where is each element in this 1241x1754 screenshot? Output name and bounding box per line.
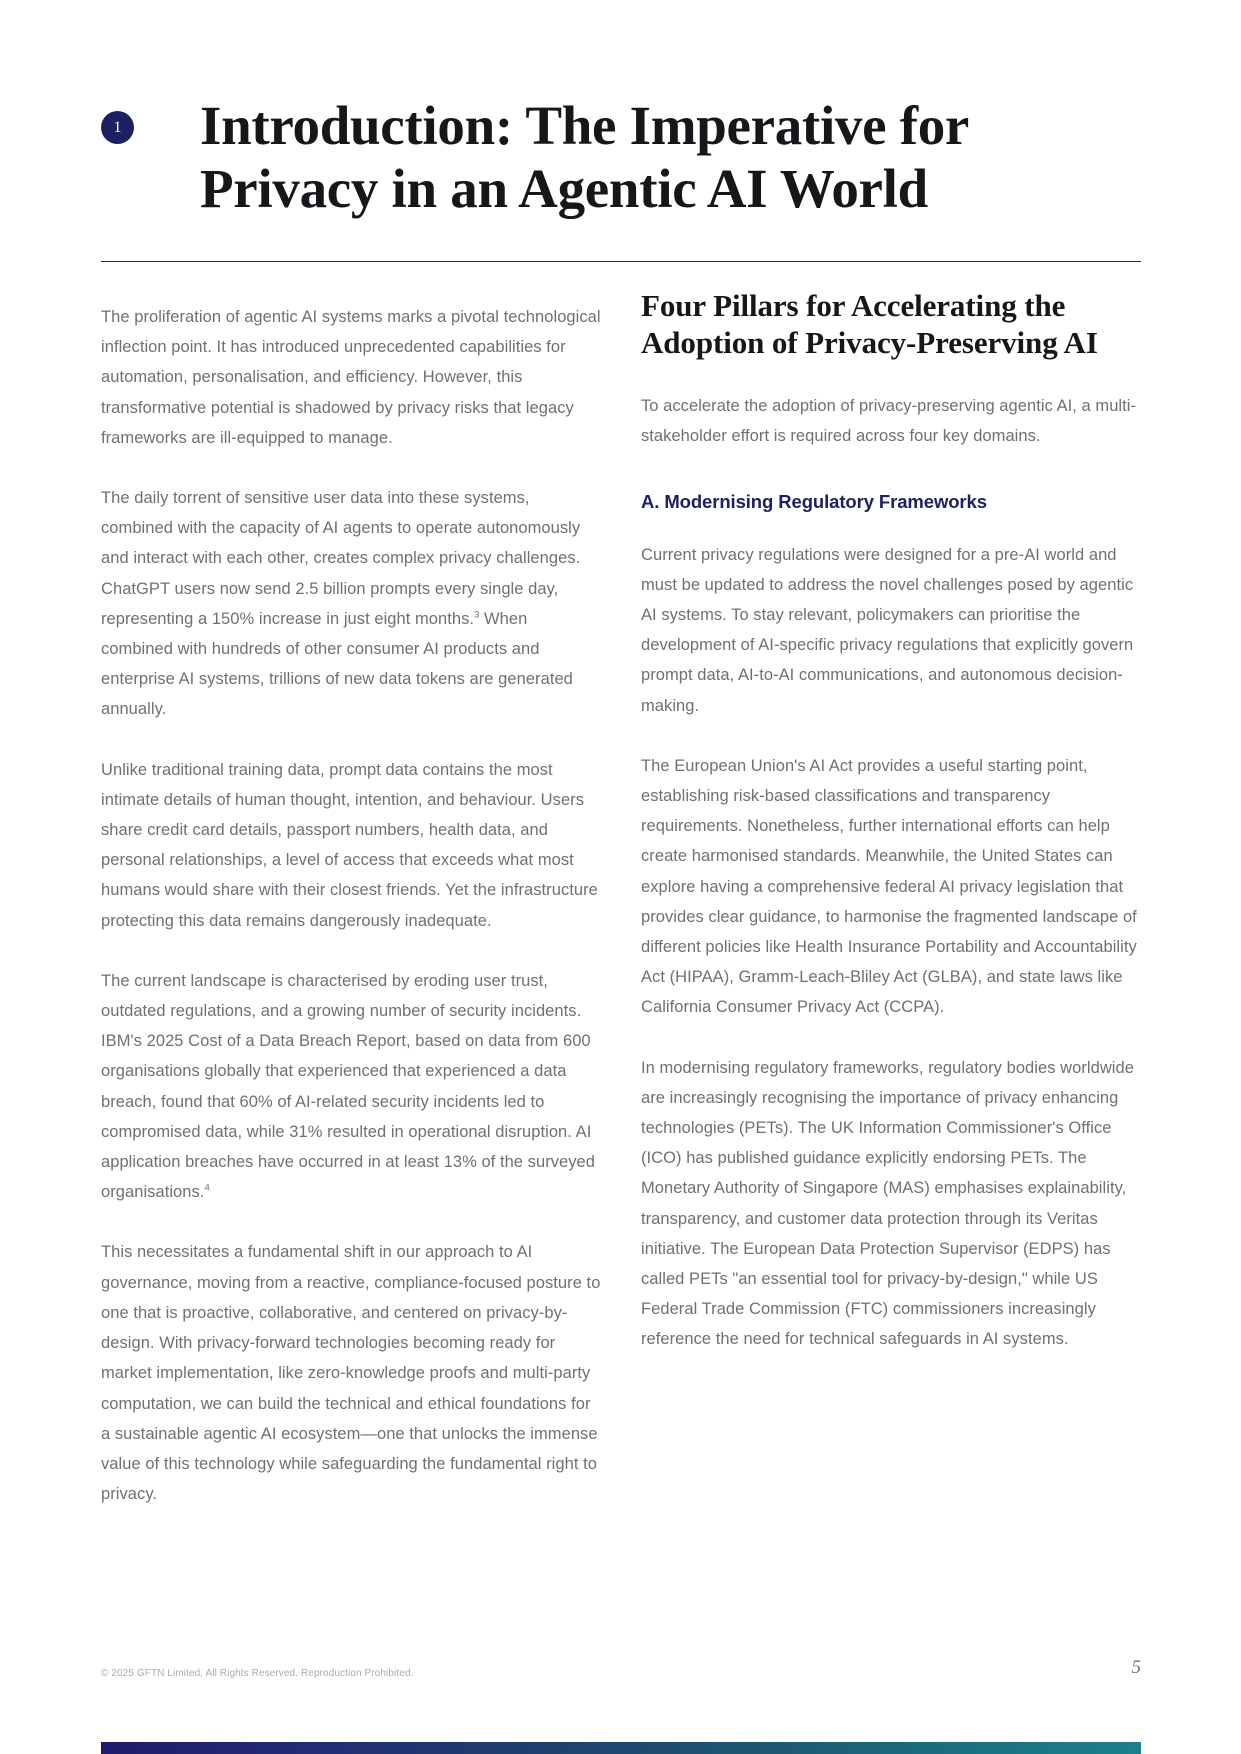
paragraph: To accelerate the adoption of privacy-preserving agentic AI, a multi-stakeholder effort is required across four key domains. [641, 397, 1137, 446]
chapter-number-badge: 1 [101, 111, 134, 144]
paragraph [101, 483, 601, 725]
header-divider [101, 261, 1141, 262]
section-heading: Four Pillars for Accelerating the Adoption of Privacy-Preserving AI [641, 288, 1098, 360]
paragraph: Current privacy regulations were designed for a pre-AI world and must be updated to address the novel challenges posed by agentic AI systems. To stay relevant, policymakers can prioritise the development of AI-specific privacy regulations that explicitly govern prompt data, AI-to-AI communications, and autonomous decision-making. [641, 545, 1134, 715]
paragraph: The European Union's AI Act provides a useful starting point, establishing risk-based classifications and transparency requirements. Nonetheless, further international efforts can help create harmonised standards. Meanwhile, the United States can explore having a comprehensive federal AI privacy legislation that provides clear guidance, to harmonise the fragmented landscape of different policies like Health Insurance Portability and Accountability Act (HIPAA), Gramm-Leach-Bliley Act (GLBA), and state laws like California Consumer Privacy Act (CCPA). [641, 756, 1137, 1017]
paragraph: The proliferation of agentic AI systems marks a pivotal technological inflection point. It has introduced unprecedented capabilities for automation, personalisation, and efficiency. However, this transformative potential is shadowed by privacy risks that legacy frameworks are ill-equipped to manage. [101, 308, 601, 447]
paragraph-text-continued: When combined with hundreds of other consumer AI products and enterprise AI systems, trillions of new data tokens are generated annually. [101, 609, 573, 719]
footer-gradient-bar [101, 1742, 1141, 1754]
page-header [101, 95, 1141, 220]
sub-heading-modernising-regulatory-frameworks: A. Modernising Regulatory Frameworks [641, 490, 987, 512]
paragraph [101, 966, 601, 1208]
page-title: Introduction: The Imperative for Privacy in an Agentic AI World [200, 95, 969, 219]
paragraph-text: The daily torrent of sensitive user data into these systems, combined with the capacity of AI agents to operate autonomously and interact with each other, creates complex privacy challenges. ChatGPT users now send 2.5 billion prompts every single day, representing a 150% increase in just eight months. [101, 489, 581, 628]
left-column [101, 302, 601, 1509]
header-row [101, 95, 1141, 220]
paragraph: Unlike traditional training data, prompt data contains the most intimate details of human thought, intention, and behaviour. Users share credit card details, passport numbers, health data, and personal relationships, a level of access that exceeds what most humans would share with their closest friends. Yet the infrastructure protecting this data remains dangerously inadequate. [101, 760, 598, 930]
right-column [641, 288, 1141, 1509]
footnote-marker[interactable]: 4 [204, 1182, 210, 1194]
paragraph-text: The current landscape is characterised by eroding user trust, outdated regulations, and a growing number of security incidents. IBM's 2025 Cost of a Data Breach Report, based on data from 600 organisations globally that experienced that experienced a data breach, found that 60% of AI-related security incidents led to compromised data, while 31% resulted in operational disruption. AI application breaches have occurred in at least 13% of the surveyed organisations. [101, 971, 596, 1202]
footnote-marker[interactable]: 3 [474, 609, 480, 621]
page-number: 5 [1131, 1657, 1141, 1678]
content-columns [101, 288, 1141, 1509]
footer-copyright: © 2025 GFTN Limited, All Rights Reserved. Reproduction Prohibited. [101, 1668, 414, 1679]
paragraph: This necessitates a fundamental shift in our approach to AI governance, moving from a reactive, compliance-focused posture to one that is proactive, collaborative, and centered on privacy-by-design. With privacy-forward technologies becoming ready for market implementation, like zero-knowledge proofs and multi-party computation, we can build the technical and ethical foundations for a sustainable agentic AI ecosystem—one that unlocks the immense value of this technology while safeguarding the fundamental right to privacy. [101, 1243, 601, 1504]
paragraph: In modernising regulatory frameworks, regulatory bodies worldwide are increasingly recognising the importance of privacy enhancing technologies (PETs). The UK Information Commissioner's Office (ICO) has published guidance explicitly endorsing PETs. The Monetary Authority of Singapore (MAS) emphasises explainability, transparency, and customer data protection through its Veritas initiative. The European Data Protection Supervisor (EDPS) has called PETs "an essential tool for privacy-by-design," while US Federal Trade Commission (FTC) commissioners increasingly reference the need for technical safeguards in AI systems. [641, 1058, 1134, 1349]
